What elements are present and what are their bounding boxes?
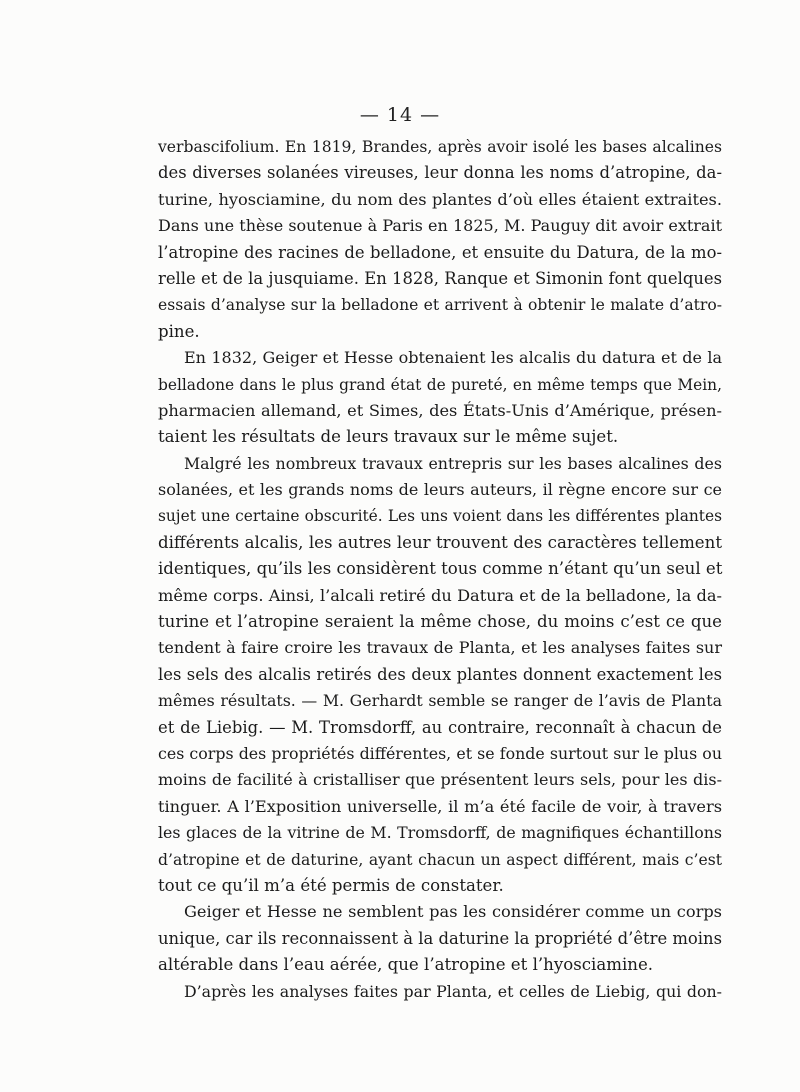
text-line: même corps. Ainsi, l’alcali retiré du Datura et de la belladone, la da- — [158, 585, 722, 605]
text-line: sujet une certaine obscurité. Les uns voient dans les différentes plantes — [158, 507, 722, 526]
text-line: les sels des alcalis retirés des deux plantes donnent exactement les — [158, 664, 722, 684]
text-line: verbascifolium. En 1819, Brandes, après avoir isolé les bases alcalines — [158, 138, 722, 156]
text-line: altérable dans l’eau aérée, que l’atropine et l’hyosciamine. — [158, 955, 654, 975]
text-line: tinguer. A l’Exposition universelle, il m’a été facile de voir, à travers — [158, 796, 722, 816]
text-line: les glaces de la vitrine de M. Tromsdorff, de magnifiques échantillons — [158, 823, 722, 843]
text-line: des diverses solanées vireuses, leur donna les noms d’atropine, da- — [158, 163, 722, 183]
text-line: différents alcalis, les autres leur trouvent des caractères tellement — [158, 532, 722, 552]
body-text — [158, 134, 722, 1005]
text-line: identiques, qu’ils les considèrent tous comme n’étant qu’un seul et — [158, 559, 723, 579]
text-line: D’après les analyses faites par Planta, et celles de Liebig, qui don- — [184, 981, 722, 1001]
text-line: turine, hyosciamine, du nom des plantes d’où elles étaient extraites. — [158, 189, 722, 209]
text-line: mêmes résultats. — M. Gerhardt semble se ranger de l’avis de Planta — [158, 691, 722, 711]
text-line: belladone dans le plus grand état de pureté, en même temps que Mein, — [158, 375, 722, 394]
text-line: et de Liebig. — M. Tromsdorff, au contraire, reconnaît à chacun de — [158, 717, 722, 737]
page-number: — 14 — — [359, 104, 441, 126]
text-line: Geiger et Hesse ne semblent pas les considérer comme un corps — [184, 902, 722, 922]
text-line: moins de facilité à cristalliser que présentent leurs sels, pour les dis- — [158, 770, 722, 790]
text-line: Malgré les nombreux travaux entrepris sur les bases alcalines des — [184, 453, 722, 473]
text-line: ces corps des propriétés différentes, et se fonde surtout sur le plus ou — [158, 743, 722, 763]
text-line: Dans une thèse soutenue à Paris en 1825, M. Pauguy dit avoir extrait — [158, 216, 722, 236]
text-line: pharmacien allemand, et Simes, des États-Unis d’Amérique, présen- — [158, 400, 722, 420]
text-line: essais d’analyse sur la belladone et arrivent à obtenir le malate d’atro- — [158, 296, 722, 315]
text-line: tout ce qu’il m’a été permis de constater. — [158, 875, 504, 895]
text-line: tendent à faire croire les travaux de Planta, et les analyses faites sur — [158, 638, 722, 658]
text-line: pine. — [158, 321, 200, 341]
text-line: taient les résultats de leurs travaux sur le même sujet. — [158, 427, 619, 447]
text-line: relle et de la jusquiame. En 1828, Ranque et Simonin font quelques — [158, 268, 722, 288]
text-line: En 1832, Geiger et Hesse obtenaient les alcalis du datura et de la — [184, 348, 722, 368]
text-line: d’atropine et de daturine, ayant chacun un aspect différent, mais c’est — [158, 850, 722, 869]
text-line: solanées, et les grands noms de leurs auteurs, il règne encore sur ce — [158, 480, 722, 500]
text-line: turine et l’atropine seraient la même chose, du moins c’est ce que — [158, 612, 722, 632]
text-line: l’atropine des racines de belladone, et ensuite du Datura, de la mo- — [158, 242, 722, 262]
text-line: unique, car ils reconnaissent à la daturine la propriété d’être moins — [158, 928, 722, 948]
